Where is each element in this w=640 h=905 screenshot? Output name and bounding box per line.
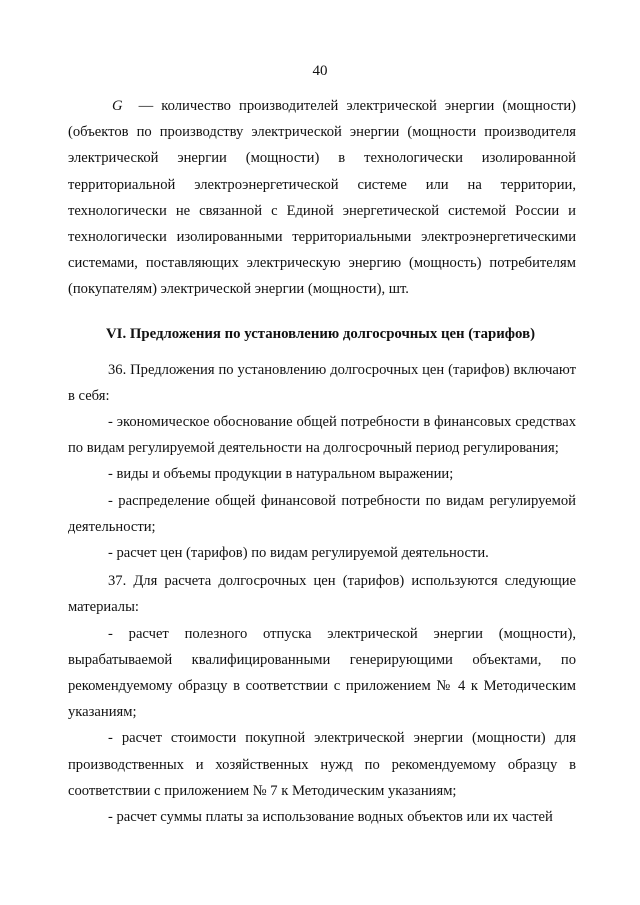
paragraph-37: 37. Для расчета долгосрочных цен (тарифов) используются следующие материалы: [68, 573, 576, 616]
paragraph-36: 36. Предложения по установлению долгосрочных цен (тарифов) включают в себя: [68, 361, 576, 404]
document-body [68, 93, 576, 830]
variable-definition-paragraph [68, 93, 576, 303]
list-item: - расчет стоимости покупной электрической энергии (мощности) для производственных и хозяйственных нужд по рекомендуемому образцу в соответствии с приложением № 7 к Методическим указаниям; [68, 730, 576, 799]
variable-definition-text: — количество производителей электрической энергии (мощности) (объектов по производству электрической энергии (мощности производителя электрической энергии (мощности) в технологически изолированной территориальной электроэнергетической системе или на территории, технологически не связанной с Единой энергетической системой России и технологически изолированными территориальными электроэнергетическими системами, поставляющих электрическую энергию (мощность) потребителям (покупателям) электрической энергии (мощности), шт. [68, 98, 576, 298]
list-item: - экономическое обоснование общей потребности в финансовых средствах по видам регулируемой деятельности на долгосрочный период регулирования; [68, 414, 576, 457]
list-item: - виды и объемы продукции в натуральном выражении; [108, 466, 454, 483]
list-item: - расчет цен (тарифов) по видам регулируемой деятельности. [108, 545, 489, 562]
list-item: - распределение общей финансовой потребности по видам регулируемой деятельности; [68, 492, 576, 535]
list-item: - расчет суммы платы за использование водных объектов или их частей [108, 809, 553, 826]
variable-symbol: G [112, 98, 123, 114]
page-number: 40 [312, 63, 328, 79]
list-item: - расчет полезного отпуска электрической энергии (мощности), вырабатываемой квалифицированными генерирующими объектами, по рекомендуемому образцу в соответствии с приложением № 4 к Методическим указаниям; [68, 625, 576, 721]
section-heading: VI. Предложения по установлению долгосрочных цен (тарифов) [106, 325, 535, 342]
